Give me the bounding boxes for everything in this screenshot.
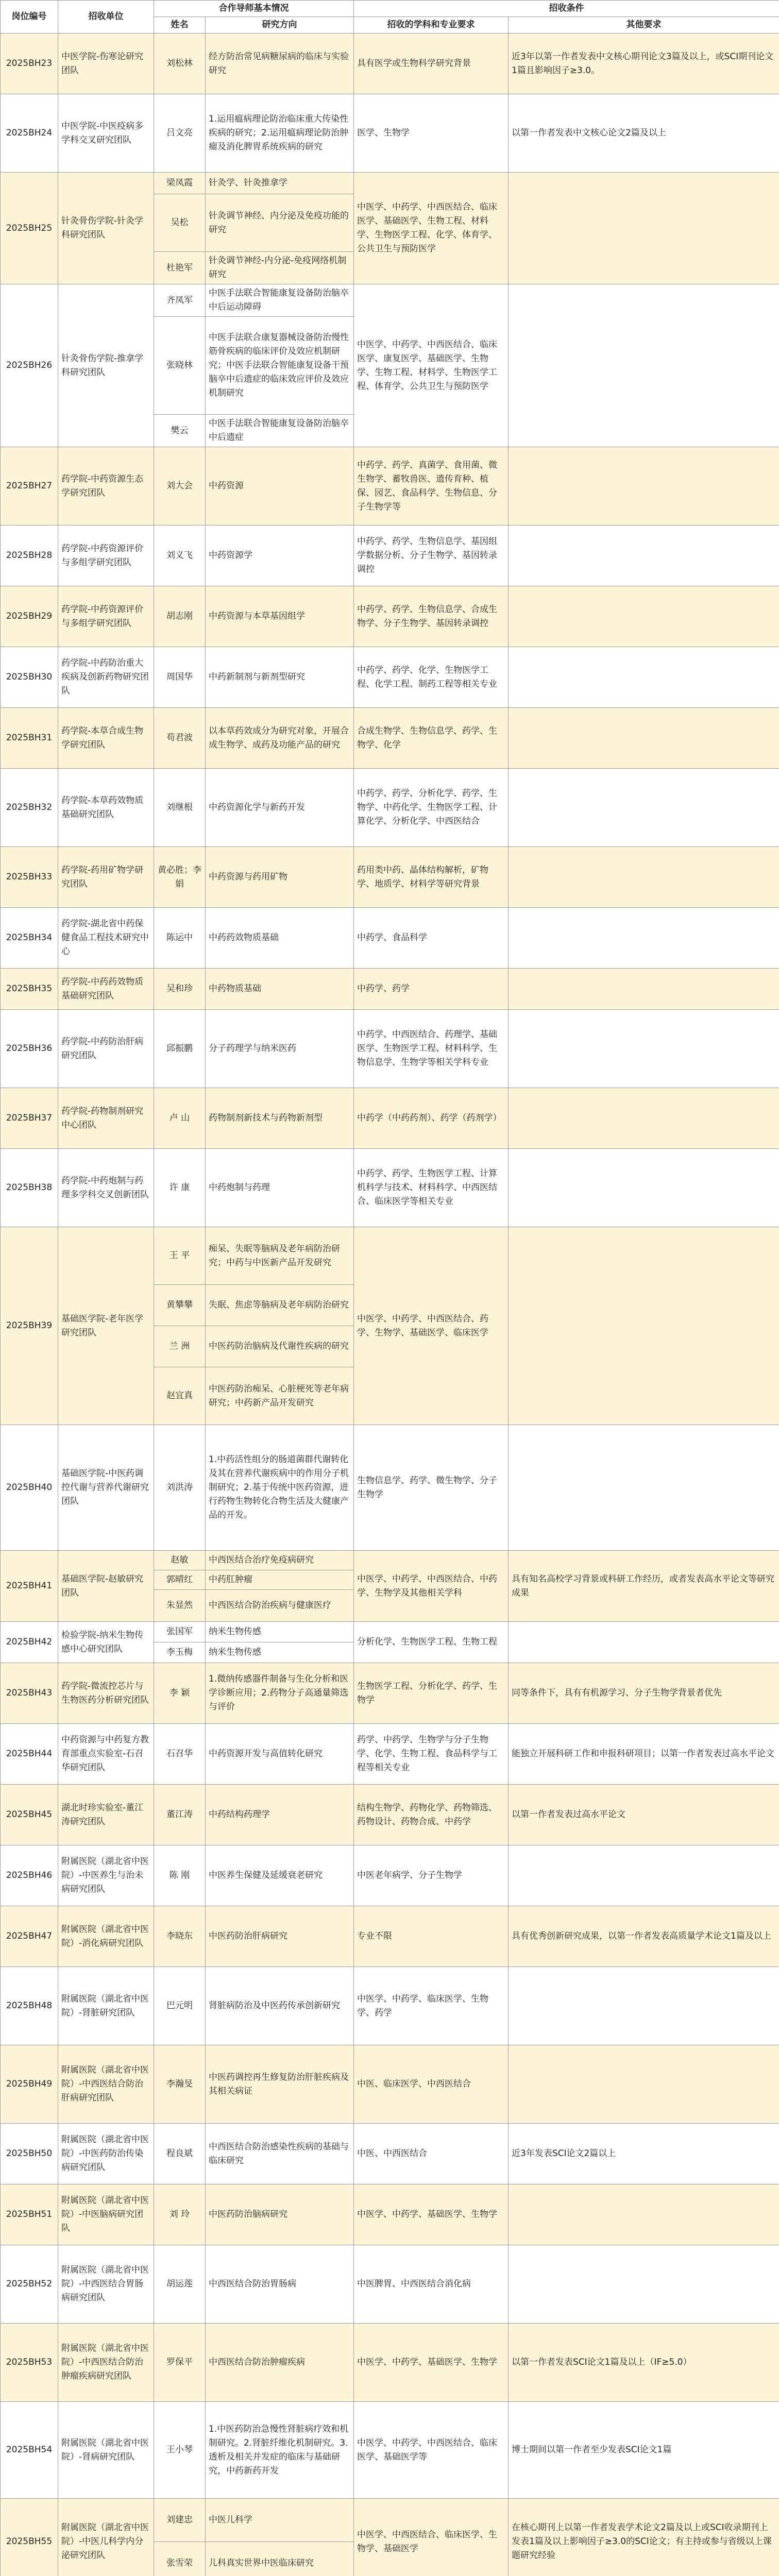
discipline-cell: 分析化学、生物医学工程、生物工程 — [354, 1622, 509, 1663]
other-requirements-cell — [509, 1227, 779, 1425]
post-code-cell: 2025BH45 — [1, 1785, 58, 1845]
discipline-cell: 中药学、中西医结合、药理学、基础医学、生物医学工程、材料科学、生物信息学、生物学等相关学科专业 — [354, 1010, 509, 1088]
advisor-name-cell: 巴元明 — [154, 1967, 206, 2045]
discipline-cell: 医学、生物学 — [354, 94, 509, 173]
advisor-name-cell: 许 康 — [154, 1149, 206, 1227]
other-requirements-cell: 同等条件下，具有有机源学习、分子生物学背景者优先 — [509, 1663, 779, 1724]
advisor-name-cell: 胡志刚 — [154, 586, 206, 647]
table-row — [1, 647, 779, 708]
research-direction-cell: 肾脏病防治及中医药传承创新研究 — [206, 1967, 354, 2045]
post-code-cell: 2025BH52 — [1, 2245, 58, 2324]
research-direction-cell: 中药资源化学与新药开发 — [206, 769, 354, 847]
research-direction-cell: 中西医结合防治感染性疾病的基础与临床研究 — [206, 2124, 354, 2184]
post-code-cell: 2025BH37 — [1, 1088, 58, 1149]
research-direction-cell: 中医药调控再生修复防治肝脏疾病及其相关病证 — [206, 2045, 354, 2124]
research-direction-cell: 针灸学、针灸推拿学 — [206, 173, 354, 194]
post-code-cell: 2025BH31 — [1, 708, 58, 769]
research-direction-cell: 1.中药活性组分的肠道菌群代谢转化及其在营养代谢疾病中的作用分子机制研究；2.基于传统中医药资源，进行药物生物转化合物生活及大健康产品的开发。 — [206, 1425, 354, 1551]
discipline-cell: 中药学、药学、分析化学、药学、生物学、中药化学、生物医学工程、计算化学、分析化学、中西医结合 — [354, 769, 509, 847]
unit-cell: 附属医院（湖北省中医院）-中医药防治传染病研究团队 — [58, 2124, 154, 2184]
unit-cell: 药学院-药物制剂研究中心团队 — [58, 1088, 154, 1149]
unit-cell: 药学院-中药防治肝病研究团队 — [58, 1010, 154, 1088]
advisor-name-cell: 杜艳军 — [154, 252, 206, 284]
advisor-name-cell: 李 颖 — [154, 1663, 206, 1724]
advisor-name-cell: 吴和珍 — [154, 969, 206, 1010]
post-code-cell: 2025BH38 — [1, 1149, 58, 1227]
table-row — [1, 2124, 779, 2184]
unit-cell: 中医学院-中医疫病多学科交叉研究团队 — [58, 94, 154, 173]
research-direction-cell: 痴呆、失眠等脑病及老年病防治研究；中药与中医新产品开发研究 — [206, 1227, 354, 1285]
research-direction-cell: 中药新制剂与新剂型研究 — [206, 647, 354, 708]
other-requirements-cell — [509, 1010, 779, 1088]
other-requirements-cell — [509, 647, 779, 708]
post-code-cell: 2025BH34 — [1, 908, 58, 969]
research-direction-cell: 中西医结合防治疾病与健康医疗 — [206, 1590, 354, 1622]
post-code-cell: 2025BH32 — [1, 769, 58, 847]
advisor-name-cell: 石召华 — [154, 1724, 206, 1785]
unit-cell: 药学院-中药资源生态学研究团队 — [58, 447, 154, 526]
research-direction-cell: 中医药防治脑病研究 — [206, 2184, 354, 2245]
unit-cell: 药学院-中药药效物质基础研究团队 — [58, 969, 154, 1010]
discipline-cell: 中医学、中药学、基础医学、生物学 — [354, 2324, 509, 2402]
research-direction-cell: 中药物质基础 — [206, 969, 354, 1010]
research-direction-cell: 中西医结合治疗免疫病研究 — [206, 1551, 354, 1570]
unit-cell: 附属医院（湖北省中医院）-肾病研究团队 — [58, 2402, 154, 2499]
table-row — [1, 969, 779, 1010]
research-direction-cell: 中药炮制与药理 — [206, 1149, 354, 1227]
discipline-cell: 中医学、中西医结合、临床医学、生物学、基础医学 — [354, 2499, 509, 2576]
table-row — [1, 1551, 779, 1570]
other-requirements-cell: 以第一作者发表SCI论文1篇及以上（IF≥5.0） — [509, 2324, 779, 2402]
table-row — [1, 2324, 779, 2402]
advisor-name-cell: 陈 刚 — [154, 1845, 206, 1906]
other-requirements-cell — [509, 1149, 779, 1227]
other-requirements-cell — [509, 908, 779, 969]
research-direction-cell: 中西医结合防治肿瘤疾病 — [206, 2324, 354, 2402]
advisor-name-cell: 黄攀攀 — [154, 1285, 206, 1326]
post-code-cell: 2025BH39 — [1, 1227, 58, 1425]
post-code-cell: 2025BH50 — [1, 2124, 58, 2184]
header-direction: 研究方向 — [206, 17, 354, 33]
post-code-cell: 2025BH42 — [1, 1622, 58, 1663]
post-code-cell: 2025BH25 — [1, 173, 58, 284]
other-requirements-cell — [509, 284, 779, 447]
other-requirements-cell — [509, 769, 779, 847]
table-row — [1, 1622, 779, 1642]
unit-cell: 附属医院（湖北省中医院）-中医养生与治未病研究团队 — [58, 1845, 154, 1906]
discipline-cell: 中医学、中药学、临床医学、生物学、药学 — [354, 1967, 509, 2045]
header-unit: 招收单位 — [58, 1, 154, 33]
unit-cell: 药学院-微流控芯片与生物医药分析研究团队 — [58, 1663, 154, 1724]
post-code-cell: 2025BH48 — [1, 1967, 58, 2045]
advisor-name-cell: 李晓东 — [154, 1906, 206, 1967]
advisor-name-cell: 黄必胜；李娟 — [154, 847, 206, 908]
post-code-cell: 2025BH51 — [1, 2184, 58, 2245]
post-code-cell: 2025BH40 — [1, 1425, 58, 1551]
post-code-cell: 2025BH43 — [1, 1663, 58, 1724]
post-code-cell: 2025BH46 — [1, 1845, 58, 1906]
table-row — [1, 908, 779, 969]
table-row — [1, 1785, 779, 1845]
discipline-cell: 合成生物学、生物信息学、药学、生物学、化学 — [354, 708, 509, 769]
discipline-cell: 药用类中药、晶体结构解析，矿物学、地质学、材料学等研究背景 — [354, 847, 509, 908]
post-code-cell: 2025BH49 — [1, 2045, 58, 2124]
table-row — [1, 447, 779, 526]
advisor-name-cell: 刘义飞 — [154, 526, 206, 586]
other-requirements-cell: 近3年发表SCI论文2篇以上 — [509, 2124, 779, 2184]
discipline-cell: 中药学、食品科学 — [354, 908, 509, 969]
advisor-name-cell: 周国华 — [154, 647, 206, 708]
research-direction-cell: 分子药理学与纳米医药 — [206, 1010, 354, 1088]
research-direction-cell: 以本草药效成分为研究对象，开展合成生物学、成药及功能产品的研究 — [206, 708, 354, 769]
discipline-cell: 中医、临床医学、中西医结合 — [354, 2045, 509, 2124]
discipline-cell: 中医学、中药学、基础医学、生物学 — [354, 2184, 509, 2245]
research-direction-cell: 中医药防治痴呆、心脏梗死等老年病研究；中药新产品开发研究 — [206, 1367, 354, 1425]
other-requirements-cell — [509, 1622, 779, 1663]
unit-cell: 药学院-中药资源评价与多组学研究团队 — [58, 526, 154, 586]
discipline-cell: 中药学（中药药剂）、药学（药剂学） — [354, 1088, 509, 1149]
other-requirements-cell — [509, 1425, 779, 1551]
unit-cell: 药学院-湖北省中药保健食品工程技术研究中心 — [58, 908, 154, 969]
other-requirements-cell: 具有优秀创新研究成果，以第一作者发表高质量学术论文1篇及以上 — [509, 1906, 779, 1967]
post-code-cell: 2025BH54 — [1, 2402, 58, 2499]
table-row — [1, 2499, 779, 2542]
research-direction-cell: 纳米生物传感 — [206, 1622, 354, 1642]
advisor-name-cell: 樊云 — [154, 415, 206, 447]
research-direction-cell: 中医养生保健及延缓衰老研究 — [206, 1845, 354, 1906]
post-code-cell: 2025BH27 — [1, 447, 58, 526]
post-code-cell: 2025BH30 — [1, 647, 58, 708]
post-code-cell: 2025BH23 — [1, 33, 58, 94]
table-row — [1, 586, 779, 647]
unit-cell: 附属医院（湖北省中医院）-中医脑病研究团队 — [58, 2184, 154, 2245]
post-code-cell: 2025BH26 — [1, 284, 58, 447]
unit-cell: 中医学院-伤寒论研究团队 — [58, 33, 154, 94]
research-direction-cell: 中药资源与本草基因组学 — [206, 586, 354, 647]
post-code-cell: 2025BH29 — [1, 586, 58, 647]
post-code-cell: 2025BH28 — [1, 526, 58, 586]
advisor-name-cell: 梁凤霞 — [154, 173, 206, 194]
advisor-name-cell: 朱显然 — [154, 1590, 206, 1622]
discipline-cell: 中药学、药学、生物信息学、基因组学数据分析、分子生物学、基因转录调控 — [354, 526, 509, 586]
header-name: 姓名 — [154, 17, 206, 33]
unit-cell: 湖北时珍实验室-董江涛研究团队 — [58, 1785, 154, 1845]
table-row — [1, 2402, 779, 2499]
other-requirements-cell — [509, 586, 779, 647]
other-requirements-cell — [509, 2245, 779, 2324]
unit-cell: 基础医学院-中医药调控代谢与营养代谢研究团队 — [58, 1425, 154, 1551]
research-direction-cell: 中药资源学 — [206, 526, 354, 586]
advisor-name-cell: 刘建忠 — [154, 2499, 206, 2542]
post-code-cell: 2025BH41 — [1, 1551, 58, 1622]
other-requirements-cell — [509, 708, 779, 769]
research-direction-cell: 针灸调节神经-内分泌-免疫网络机制研究 — [206, 252, 354, 284]
header-discipline: 招收的学科和专业要求 — [354, 17, 509, 33]
research-direction-cell: 药物制剂新技术与药物新剂型 — [206, 1088, 354, 1149]
other-requirements-cell — [509, 847, 779, 908]
advisor-name-cell: 刘大会 — [154, 447, 206, 526]
other-requirements-cell: 博士期间以第一作者至少发表SCI论文1篇 — [509, 2402, 779, 2499]
unit-cell: 附属医院（湖北省中医院）-中医儿科学内分泌研究团队 — [58, 2499, 154, 2576]
unit-cell: 中药资源与中药复方教育部重点实验室-石召华研究团队 — [58, 1724, 154, 1785]
discipline-cell: 生物医学工程、分析化学、药学、生物学 — [354, 1663, 509, 1724]
post-code-cell: 2025BH53 — [1, 2324, 58, 2402]
table-row — [1, 1088, 779, 1149]
other-requirements-cell: 具有知名高校学习背景或科研工作经历，或者发表高水平论文等研究成果 — [509, 1551, 779, 1622]
advisor-name-cell: 赵宜真 — [154, 1367, 206, 1425]
advisor-name-cell: 王小琴 — [154, 2402, 206, 2499]
unit-cell: 附属医院（湖北省中医院）-肾脏研究团队 — [58, 1967, 154, 2045]
research-direction-cell: 中医药防治脑病及代谢性疾病的研究 — [206, 1326, 354, 1367]
other-requirements-cell — [509, 173, 779, 284]
post-code-cell: 2025BH55 — [1, 2499, 58, 2576]
advisor-name-cell: 刘松林 — [154, 33, 206, 94]
research-direction-cell: 中西医结合防治胃肠病 — [206, 2245, 354, 2324]
table-row — [1, 33, 779, 94]
discipline-cell: 中医学、中药学、中西医结合、中药学、生物学及其他相关学科 — [354, 1551, 509, 1622]
other-requirements-cell — [509, 447, 779, 526]
table-row — [1, 526, 779, 586]
table-row — [1, 2045, 779, 2124]
unit-cell: 基础医学院-老年医学研究团队 — [58, 1227, 154, 1425]
discipline-cell: 药学、中药学、生物学与分子生物学、化学、生物工程、食品科学与工程等相关专业 — [354, 1724, 509, 1785]
advisor-name-cell: 罗保平 — [154, 2324, 206, 2402]
other-requirements-cell — [509, 1845, 779, 1906]
post-code-cell: 2025BH33 — [1, 847, 58, 908]
advisor-name-cell: 程良斌 — [154, 2124, 206, 2184]
other-requirements-cell: 以第一作者发表中文核心论文2篇及以上 — [509, 94, 779, 173]
research-direction-cell: 儿科真实世界中医临床研究 — [206, 2542, 354, 2576]
other-requirements-cell — [509, 526, 779, 586]
advisor-name-cell: 吴松 — [154, 194, 206, 252]
research-direction-cell: 中药资源开发与高值转化研究 — [206, 1724, 354, 1785]
table-row — [1, 1149, 779, 1227]
header-other: 其他要求 — [509, 17, 779, 33]
post-code-cell: 2025BH44 — [1, 1724, 58, 1785]
discipline-cell: 专业不限 — [354, 1906, 509, 1967]
unit-cell: 针灸骨伤学院-针灸学科研究团队 — [58, 173, 154, 284]
advisor-name-cell: 张雪荣 — [154, 2542, 206, 2576]
research-direction-cell: 中医手法联合智能康复设备防治脑卒中后遗症 — [206, 415, 354, 447]
unit-cell: 药学院-药用矿物学研究团队 — [58, 847, 154, 908]
advisor-name-cell: 张国军 — [154, 1622, 206, 1642]
unit-cell: 药学院-本草合成生物学研究团队 — [58, 708, 154, 769]
table-row — [1, 1663, 779, 1724]
table-row — [1, 1906, 779, 1967]
header-post-code: 岗位编号 — [1, 1, 58, 33]
table-row — [1, 769, 779, 847]
advisor-name-cell: 邱振鹏 — [154, 1010, 206, 1088]
unit-cell: 附属医院（湖北省中医院）-消化病研究团队 — [58, 1906, 154, 1967]
post-code-cell: 2025BH36 — [1, 1010, 58, 1088]
unit-cell: 针灸骨伤学院-推拿学科研究团队 — [58, 284, 154, 447]
advisor-name-cell: 赵敏 — [154, 1551, 206, 1570]
discipline-cell: 中药学、药学 — [354, 969, 509, 1010]
research-direction-cell: 中医药防治肝病研究 — [206, 1906, 354, 1967]
post-code-cell: 2025BH47 — [1, 1906, 58, 1967]
advisor-name-cell: 刘洪涛 — [154, 1425, 206, 1551]
other-requirements-cell — [509, 2184, 779, 2245]
other-requirements-cell: 能独立开展科研工作和申报科研项目；以第一作者发表过高水平论文 — [509, 1724, 779, 1785]
table-row — [1, 1227, 779, 1285]
post-code-cell: 2025BH24 — [1, 94, 58, 173]
post-code-cell: 2025BH35 — [1, 969, 58, 1010]
other-requirements-cell: 在核心期刊上以第一作者发表学术论文2篇及以上或SCI收录期刊上发表1篇及以上影响因子≥3.0的SCI论文；有主持或参与省级以上课题研究经验 — [509, 2499, 779, 2576]
research-direction-cell: 中药资源与药用矿物 — [206, 847, 354, 908]
unit-cell: 附属医院（湖北省中医院）-中西医结合防治肿瘤疾病研究团队 — [58, 2324, 154, 2402]
header-conditions-group: 招收条件 — [354, 1, 779, 17]
research-direction-cell: 1.中医药防治急慢性肾脏病疗效和机制研究。2.肾脏纤维化机制研究。3.透析及相关并发症的临床与基础研究，中药新药开发 — [206, 2402, 354, 2499]
table-row — [1, 2245, 779, 2324]
research-direction-cell: 中药资源 — [206, 447, 354, 526]
discipline-cell: 结构生物学、药物化学、药物筛选、药物设计、药物合成、中药学 — [354, 1785, 509, 1845]
unit-cell: 药学院-中药资源评价与多组学研究团队 — [58, 586, 154, 647]
table-row — [1, 1010, 779, 1088]
advisor-name-cell: 刘继根 — [154, 769, 206, 847]
other-requirements-cell — [509, 2045, 779, 2124]
discipline-cell: 中医学、中药学、中西医结合、临床医学、基础医学等 — [354, 2402, 509, 2499]
unit-cell: 药学院-本草药效物质基础研究团队 — [58, 769, 154, 847]
table-row — [1, 1845, 779, 1906]
other-requirements-cell: 近3年以第一作者发表中文核心期刊论文3篇及以上，或SCI期刊论文1篇且影响因子≥3.0。 — [509, 33, 779, 94]
discipline-cell: 中医、中西医结合 — [354, 2124, 509, 2184]
advisor-name-cell: 卢 山 — [154, 1088, 206, 1149]
unit-cell: 药学院-中药炮制与药理多学科交叉创新团队 — [58, 1149, 154, 1227]
advisor-name-cell: 吕文亮 — [154, 94, 206, 173]
research-direction-cell: 1.微纳传感器件制备与生化分析和医学诊断应用；2.药物分子高通量筛选与评价 — [206, 1663, 354, 1724]
advisor-name-cell: 兰 洲 — [154, 1326, 206, 1367]
advisor-name-cell: 刘 玲 — [154, 2184, 206, 2245]
table-row — [1, 1425, 779, 1551]
unit-cell: 附属医院（湖北省中医院）-中西医结合防治肝病研究团队 — [58, 2045, 154, 2124]
other-requirements-cell — [509, 1967, 779, 2045]
other-requirements-cell — [509, 1088, 779, 1149]
table-row — [1, 708, 779, 769]
table-row — [1, 94, 779, 173]
table-row — [1, 2184, 779, 2245]
table-row — [1, 1724, 779, 1785]
other-requirements-cell — [509, 969, 779, 1010]
research-direction-cell: 中医儿科学 — [206, 2499, 354, 2542]
advisor-name-cell: 陈运中 — [154, 908, 206, 969]
discipline-cell: 中医学、中药学、中西医结合、药学、生物学、基础医学、临床医学 — [354, 1227, 509, 1425]
research-direction-cell: 中医手法联合智能康复设备防治脑卒中后运动障碍 — [206, 284, 354, 317]
discipline-cell: 具有医学或生物科学研究背景 — [354, 33, 509, 94]
research-direction-cell: 中医手法联合康复器械设备防治慢性筋骨疾病的临床评价及效应机制研究；中医手法联合智能康复设备干预脑卒中后遗症的临床效应评价及效应机制研究 — [206, 317, 354, 415]
table-row — [1, 847, 779, 908]
header-row-1 — [1, 1, 779, 17]
research-direction-cell: 中药肛肿瘤 — [206, 1570, 354, 1590]
research-direction-cell: 针灸调节神经、内分泌及免疫功能的研究 — [206, 194, 354, 252]
discipline-cell: 中医老年病学、分子生物学 — [354, 1845, 509, 1906]
advisor-name-cell: 胡运莲 — [154, 2245, 206, 2324]
advisor-name-cell: 齐凤军 — [154, 284, 206, 317]
research-direction-cell: 中药药效物质基础 — [206, 908, 354, 969]
discipline-cell: 中医学、中药学、中西医结合、临床医学、康复医学、基础医学、生物学、生物工程、材料学、生物医学工程、体育学、公共卫生与预防医学 — [354, 284, 509, 447]
research-direction-cell: 1.运用瘟病理论防治临床重大传染性疾病的研究；2.运用瘟病理论防治肿瘤及消化脾胃系统疾病的研究 — [206, 94, 354, 173]
advisor-name-cell: 李玉梅 — [154, 1642, 206, 1663]
advisor-name-cell: 郭晴红 — [154, 1570, 206, 1590]
unit-cell: 附属医院（湖北省中医院）-中西医结合胃肠病研究团队 — [58, 2245, 154, 2324]
unit-cell: 检验学院-纳米生物传感中心研究团队 — [58, 1622, 154, 1663]
discipline-cell: 中药学、药学、生物信息学、合成生物学、分子生物学、基因转录调控 — [354, 586, 509, 647]
research-direction-cell: 中药结构药理学 — [206, 1785, 354, 1845]
research-direction-cell: 纳米生物传感 — [206, 1642, 354, 1663]
advisor-name-cell: 张晓林 — [154, 317, 206, 415]
other-requirements-cell: 以第一作者发表过高水平论文 — [509, 1785, 779, 1845]
discipline-cell: 中药学、药学、化学、生物医学工程、化学工程、制药工程等相关专业 — [354, 647, 509, 708]
discipline-cell: 中医脾胃、中西医结合消化病 — [354, 2245, 509, 2324]
research-direction-cell: 失眠、焦虑等脑病及老年病防治研究 — [206, 1285, 354, 1326]
advisor-name-cell: 李瀚旻 — [154, 2045, 206, 2124]
unit-cell: 药学院-中药防治重大疾病及创新药物研究团队 — [58, 647, 154, 708]
unit-cell: 基础医学院-赵敏研究团队 — [58, 1551, 154, 1622]
advisor-name-cell: 苟君波 — [154, 708, 206, 769]
discipline-cell: 中医学、中药学、中西医结合、临床医学、基础医学、生物工程、材料学、生物医学工程、化学、体育学、公共卫生与预防医学 — [354, 173, 509, 284]
header-advisor-group: 合作导师基本情况 — [154, 1, 354, 17]
table-row — [1, 1967, 779, 2045]
discipline-cell: 生物信息学、药学、微生物学、分子生物学 — [354, 1425, 509, 1551]
table-row — [1, 173, 779, 194]
research-direction-cell: 经方防治常见病糖尿病的临床与实验研究 — [206, 33, 354, 94]
discipline-cell: 中药学、药学、真菌学、食用菌、微生物学、蓄牧兽医、遗传育种、植保、园艺、食品科学、生物信息、分子生物学等 — [354, 447, 509, 526]
discipline-cell: 中药学、药学、生物医学工程、计算机科学与技术、材料科学、中西医结合、临床医学等相关专业 — [354, 1149, 509, 1227]
table-row — [1, 284, 779, 317]
advisor-name-cell: 王 平 — [154, 1227, 206, 1285]
advisor-name-cell: 董江涛 — [154, 1785, 206, 1845]
